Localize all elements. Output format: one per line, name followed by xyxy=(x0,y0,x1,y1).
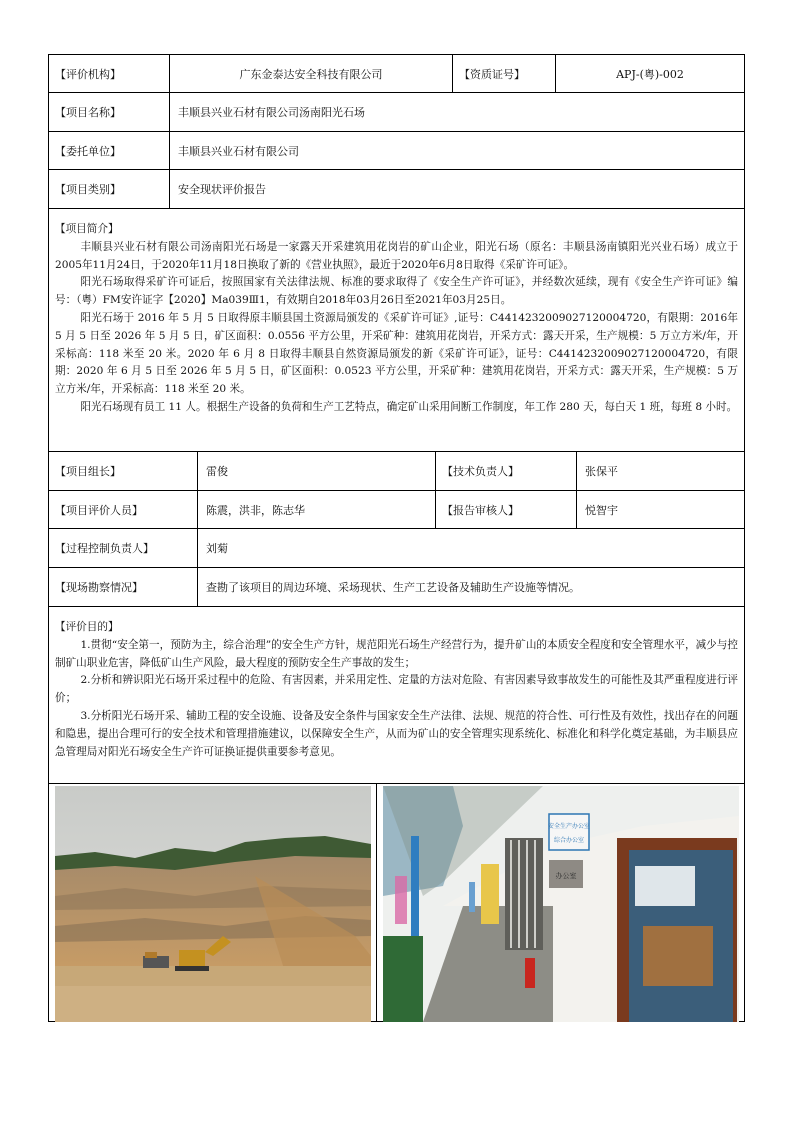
agency-row xyxy=(49,55,744,93)
intro-paragraph: 阳光石场现有员工 11 人。根据生产设备的负荷和生产工艺特点，确定矿山采用间断工作制度，年工作 280 天，每白天 1 班，每班 8 小时。 xyxy=(80,400,738,413)
site-survey-value: 查勘了该项目的周边环境、采场现状、生产工艺设备及辅助生产设施等情况。 xyxy=(197,568,744,606)
reviewer-label: 【报告审核人】 xyxy=(435,491,576,528)
evaluators-value: 陈震，洪非，陈志华 xyxy=(197,491,435,528)
intro-paragraph: 阳光石场于 2016 年 5 月 5 日取得原丰顺县国土资源局颁发的《采矿许可证》,证号：C4414232009027120004720，有限期：2016年 5 月 5 日至 2026 年 5 月 5 日，矿区面积：0.0556 平方公里，开采矿种：建筑用花岗岩，开采方式：露天开采，生产规模：5 万立方米/年，开采标高：118 米至 20 米。2020 年 6 月 8 日取得丰顺县自然资源局颁发的新《采矿许可证》，证号：C4414232009027120004720，有限期：2020 年 6 月 5 日至 2026 年 5 月 5 日，矿区面积：0.0523 平方公里，开采矿种：建筑用花岗岩，开采方式：露天开采，生产规模：5 万立方米/年，开采标高：118 米至 20 米。 xyxy=(55,311,738,396)
agency-value: 广东金泰达安全科技有限公司 xyxy=(169,55,452,92)
intro-paragraph: 丰顺县兴业石材有限公司汤南阳光石场是一家露天开采建筑用花岗岩的矿山企业，阳光石场（原名：丰顺县汤南镇阳光兴业石场）成立于2005年11月24日，于2020年11月18日换取了新的《营业执照》，最近于2020年6月8日取得《采矿许可证》。 xyxy=(55,240,738,271)
process-control-row xyxy=(49,529,744,568)
purpose-paragraph: 3.分析阳光石场开采、辅助工程的安全设施、设备及安全条件与国家安全生产法律、法规、规范的符合性、可行性及有效性，找出存在的问题和隐患，提出合理可行的安全技术和管理措施建议，以保障安全生产，从而为矿山的安全管理实现系统化、标准化和科学化奠定基础，为丰顺县应急管理局对阳光石场安全生产许可证换证提供重要参考意见。 xyxy=(55,709,738,758)
office-photo xyxy=(383,786,739,1022)
quarry-photo xyxy=(55,786,371,1022)
office-sign-top: 安全生产办公室 xyxy=(547,823,591,830)
agency-label: 【评价机构】 xyxy=(55,67,121,81)
intro-heading: 【项目简介】 xyxy=(55,223,119,235)
client-row xyxy=(49,132,744,170)
project-intro-section xyxy=(49,209,744,452)
leader-value: 雷俊 xyxy=(197,452,435,490)
purpose-paragraph: 1.贯彻“安全第一，预防为主，综合治理”的安全生产方针，规范阳光石场生产经营行为，提升矿山的本质安全程度和安全管理水平，减少与控制矿山职业危害，降低矿山生产风险，最大程度的预防安全生产事故的发生； xyxy=(55,638,738,669)
cert-value: APJ-(粤)-002 xyxy=(555,55,744,92)
office-sign-mid: 综合办公室 xyxy=(553,837,585,844)
office-door-sign: 办公室 xyxy=(555,872,577,880)
reviewer-value: 悦智宇 xyxy=(576,491,744,528)
purpose-paragraph: 2.分析和辨识阳光石场开采过程中的危险、有害因素，并采用定性、定量的方法对危险、有害因素导致事故发生的可能性及其严重程度进行评价； xyxy=(55,674,738,705)
category-value: 安全现状评价报告 xyxy=(169,170,744,208)
cert-label: 【资质证号】 xyxy=(452,55,555,92)
category-row xyxy=(49,170,744,209)
leader-label: 【项目组长】 xyxy=(55,465,121,478)
tech-lead-value: 张保平 xyxy=(576,452,744,490)
purpose-heading: 【评价目的】 xyxy=(55,621,119,633)
evaluation-purpose-section xyxy=(49,607,744,784)
evaluators-row xyxy=(49,491,744,529)
site-survey-label: 【现场勘察情况】 xyxy=(55,581,143,594)
report-info-table xyxy=(48,54,745,1022)
client-value: 丰顺县兴业石材有限公司 xyxy=(169,132,744,169)
leader-row xyxy=(49,452,744,491)
tech-lead-label: 【技术负责人】 xyxy=(435,452,576,490)
process-control-value: 刘菊 xyxy=(197,529,744,567)
intro-paragraph: 阳光石场取得采矿许可证后，按照国家有关法律法规、标准的要求取得了《安全生产许可证》，并经数次延续，现有《安全生产许可证》编号：（粤）FM安许证字【2020】Ma039Ⅲ1，有效期自2018年03月26日至2021年03月25日。 xyxy=(55,276,738,307)
office-photo-cell xyxy=(376,784,744,1021)
category-label: 【项目类别】 xyxy=(55,183,121,196)
evaluators-label: 【项目评价人员】 xyxy=(55,503,143,517)
project-name-row xyxy=(49,93,744,132)
site-survey-row xyxy=(49,568,744,607)
site-photos xyxy=(49,784,744,1021)
quarry-photo-cell xyxy=(49,784,376,1021)
process-control-label: 【过程控制负责人】 xyxy=(55,542,154,555)
project-name-label: 【项目名称】 xyxy=(55,106,121,119)
client-label: 【委托单位】 xyxy=(55,144,121,158)
project-name-value: 丰顺县兴业石材有限公司汤南阳光石场 xyxy=(169,93,744,131)
